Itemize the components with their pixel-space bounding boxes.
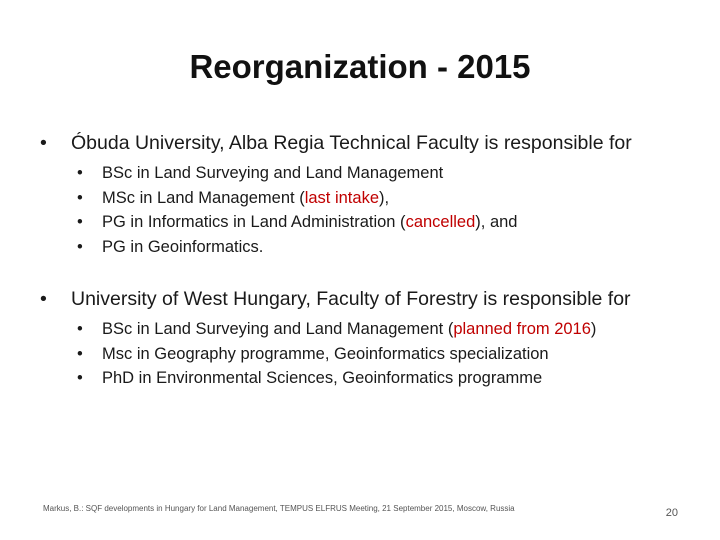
status-highlight: cancelled <box>405 213 476 231</box>
section-west-hungary <box>40 286 680 391</box>
list-item <box>77 235 680 260</box>
bullet-icon: • <box>77 320 83 338</box>
status-highlight: planned from 2016 <box>453 320 591 338</box>
list-item-text: MSc in Land Management (last intake), <box>102 188 390 207</box>
bullet-icon: • <box>77 188 83 207</box>
slide-footer: Markus, B.: SQF developments in Hungary for Land Management, TEMPUS ELFRUS Meeting, 21 September 2015, Moscow, Russia <box>43 504 515 513</box>
section-obuda <box>40 130 680 259</box>
page-number: 20 <box>665 507 678 519</box>
list-item-text: PhD in Environmental Sciences, Geoinformatics programme <box>102 369 543 387</box>
list-item-text: BSc in Land Surveying and Land Management (planned from 2016) <box>102 320 597 338</box>
list-item-text: PG in Informatics in Land Administration (cancelled), and <box>102 213 518 231</box>
list-item <box>77 161 680 186</box>
list-item-text: BSc in Land Surveying and Land Management <box>102 164 444 182</box>
list-item <box>77 366 680 391</box>
list-item <box>77 186 680 211</box>
bullet-icon: • <box>40 132 47 154</box>
list-item <box>77 342 680 367</box>
bullet-icon: • <box>40 288 47 310</box>
slide-title: Reorganization - 2015 <box>189 48 531 85</box>
bullet-icon: • <box>77 344 83 363</box>
status-highlight: last intake <box>304 188 379 207</box>
bullet-icon: • <box>77 213 83 231</box>
programme-list <box>40 317 680 391</box>
section-heading-text: Óbuda University, Alba Regia Technical Faculty is responsible for <box>71 132 632 154</box>
programme-list <box>40 161 680 259</box>
bullet-icon: • <box>77 369 83 387</box>
list-item <box>77 317 680 342</box>
list-item <box>77 210 680 235</box>
list-item-text: PG in Geoinformatics. <box>102 237 264 256</box>
section-heading-text: University of West Hungary, Faculty of Forestry is responsible for <box>71 288 631 310</box>
list-item-text: Msc in Geography programme, Geoinformatics specialization <box>102 344 549 363</box>
bullet-icon: • <box>77 237 83 256</box>
section-heading <box>40 286 680 313</box>
bullet-icon: • <box>77 164 83 182</box>
section-heading <box>40 130 680 157</box>
